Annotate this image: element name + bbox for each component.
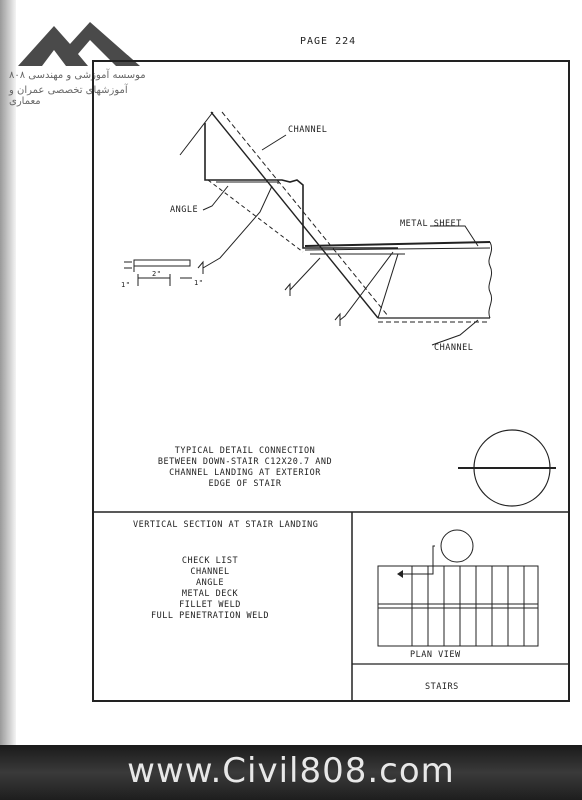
detail-description	[150, 446, 340, 490]
checklist-item: CHANNEL	[190, 567, 230, 577]
check-list	[130, 556, 290, 622]
description-line: TYPICAL DETAIL CONNECTION	[174, 446, 316, 456]
section-title: VERTICAL SECTION AT STAIR LANDING	[133, 520, 319, 530]
checklist-item: ANGLE	[195, 578, 225, 588]
logo-text-line1: موسسه آموزشی و مهندسی ۸۰۸	[9, 70, 146, 81]
label-angle: ANGLE	[170, 205, 199, 215]
label-channel-bottom: CHANNEL	[434, 343, 474, 353]
label-channel-top: CHANNEL	[288, 125, 328, 135]
stairs-label: STAIRS	[425, 682, 459, 692]
page-number: PAGE 224	[300, 36, 357, 47]
description-line: CHANNEL LANDING AT EXTERIOR	[169, 468, 321, 478]
checklist-item: CHECK LIST	[181, 556, 239, 566]
description-line: EDGE OF STAIR	[208, 479, 282, 489]
logo-text-line2: آموزشهای تخصصی عمران و معماری	[9, 85, 128, 107]
dimension-1in-right: 1"	[194, 279, 204, 287]
dimension-1in-left: 1"	[121, 281, 131, 289]
checklist-item: FULL PENETRATION WELD	[151, 611, 269, 621]
watermark-banner	[0, 745, 582, 800]
description-line: BETWEEN DOWN-STAIR C12X20.7 AND	[157, 457, 333, 467]
checklist-item: FILLET WELD	[179, 600, 241, 610]
checklist-item: METAL DECK	[181, 589, 239, 599]
dimension-2in: 2"	[152, 270, 162, 278]
plan-view-label: PLAN VIEW	[410, 650, 461, 660]
watermark-text: www.Civil808.com	[127, 751, 455, 791]
label-metal-sheet: METAL SHEET	[400, 219, 462, 229]
